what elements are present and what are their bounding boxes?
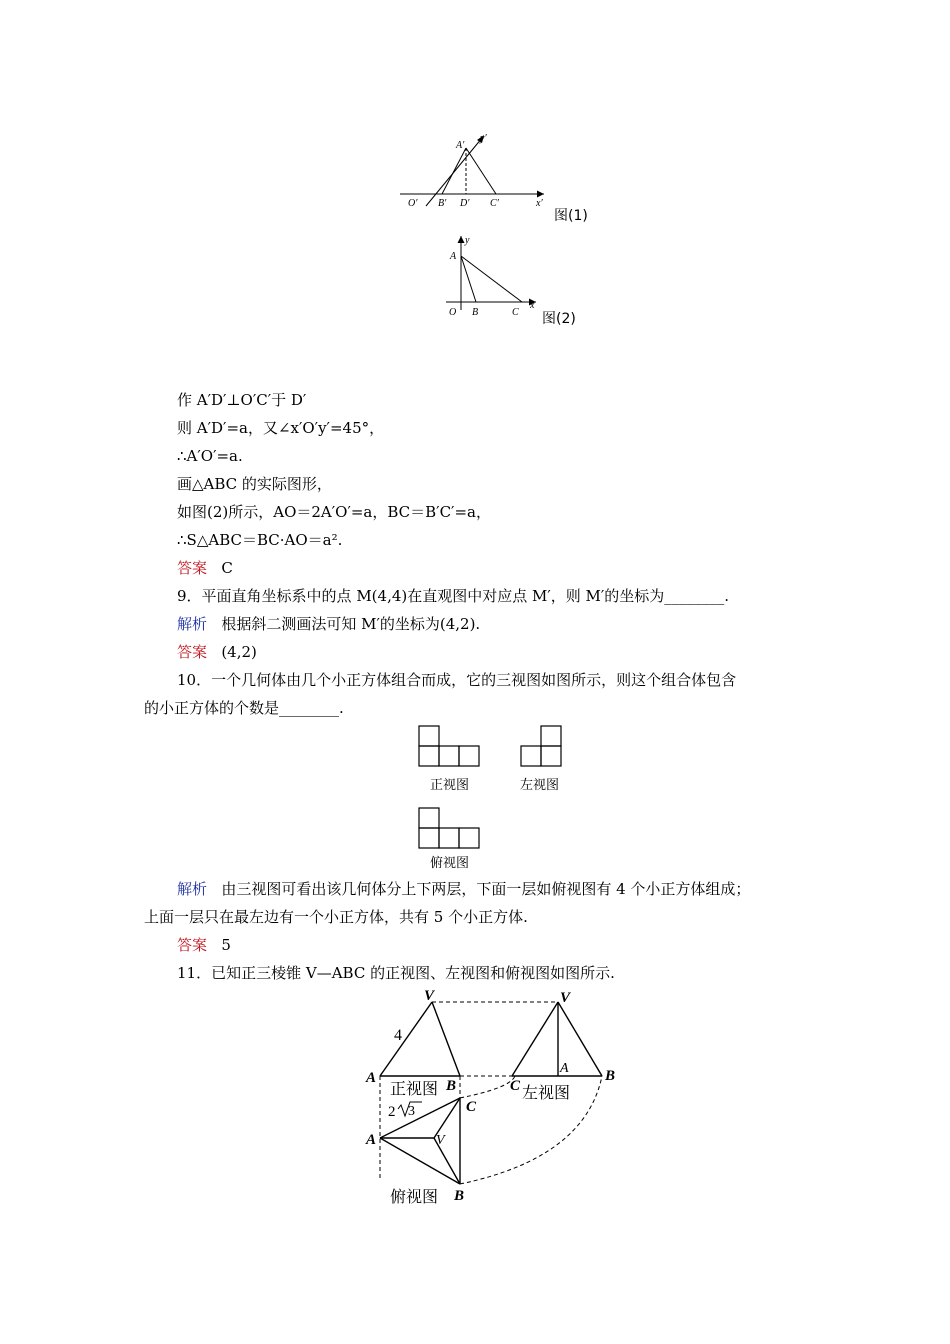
figure-2-actual-diagram bbox=[444, 232, 544, 322]
q11-left-B: B bbox=[605, 1068, 616, 1084]
question-10-line-2: 的小正方体的个数是________. bbox=[144, 699, 344, 717]
q11-front-B: B bbox=[446, 1078, 457, 1094]
figure-1-oblique-diagram bbox=[398, 128, 558, 213]
question-10-line-1: 10．一个几何体由几个小正方体组合而成，它的三视图如图所示，则这个组合体包含 bbox=[177, 671, 737, 689]
fig2-label-A: A bbox=[450, 251, 457, 262]
analysis-10-row-1 bbox=[177, 879, 750, 899]
fig2-label-O: O bbox=[449, 307, 457, 318]
q11-edge-root: 3 bbox=[408, 1104, 415, 1119]
question-9: 9．平面直角坐标系中的点 M(4,4)在直观图中对应点 M′，则 M′的坐标为________. bbox=[177, 587, 730, 605]
analysis-10-row-2: 上面一层只在最左边有一个小正方体，共有 5 个小正方体. bbox=[144, 908, 528, 926]
q11-top-caption: 俯视图 bbox=[390, 1189, 439, 1206]
left-view-diagram bbox=[520, 724, 566, 770]
answer-label: 答案 bbox=[177, 643, 208, 661]
fig2-label-x: x bbox=[530, 300, 535, 311]
fig2-label-y: y bbox=[465, 235, 470, 246]
q11-edge-2: 2 bbox=[388, 1104, 396, 1120]
front-view-caption: 正视图 bbox=[430, 778, 470, 793]
answer-label: 答案 bbox=[177, 936, 208, 954]
answer-value: C bbox=[221, 559, 233, 577]
fig1-label-D: D′ bbox=[460, 198, 470, 209]
front-view-diagram bbox=[418, 724, 484, 770]
answer-label: 答案 bbox=[177, 559, 208, 577]
answer-8-row bbox=[177, 558, 233, 578]
solution-line-5: 如图(2)所示，AO＝2A′O′=a，BC＝B′C′=a， bbox=[177, 503, 491, 521]
answer-9-row bbox=[177, 642, 257, 662]
top-view-caption: 俯视图 bbox=[430, 856, 470, 871]
solution-line-3: ∴A′O′=a. bbox=[177, 447, 243, 465]
fig1-label-y: y′ bbox=[480, 133, 487, 144]
q11-top-V: V bbox=[436, 1133, 445, 1148]
question-11: 11．已知正三棱锥 V—ABC 的正视图、左视图和俯视图如图所示. bbox=[177, 964, 615, 982]
q11-left-caption: 左视图 bbox=[522, 1085, 571, 1102]
fig2-label-B: B bbox=[472, 307, 479, 318]
q11-front-V: V bbox=[424, 988, 435, 1004]
figure-2-caption: 图(2) bbox=[542, 311, 576, 327]
figure-1-caption: 图(1) bbox=[554, 208, 588, 224]
q11-left-V: V bbox=[560, 990, 571, 1006]
q11-top-C: C bbox=[466, 1099, 477, 1115]
solution-line-1: 作 A′D′⊥O′C′于 D′ bbox=[177, 391, 307, 409]
analysis-text-1: 由三视图可看出该几何体分上下两层，下面一层如俯视图有 4 个小正方体组成； bbox=[221, 880, 751, 898]
fig1-label-A: A′ bbox=[456, 140, 465, 151]
solution-line-4: 画△ABC 的实际图形， bbox=[177, 475, 332, 493]
top-view-diagram bbox=[418, 806, 484, 852]
fig1-label-B: B′ bbox=[438, 198, 447, 209]
q11-left-C: C bbox=[510, 1078, 521, 1094]
q11-top-A: A bbox=[366, 1132, 377, 1148]
solution-line-2: 则 A′D′=a，又∠x′O′y′=45°， bbox=[177, 419, 385, 437]
fig1-label-x: x′ bbox=[536, 198, 543, 209]
answer-value: 5 bbox=[221, 936, 231, 954]
fig1-label-O: O′ bbox=[408, 198, 418, 209]
answer-10-row bbox=[177, 935, 231, 955]
fig2-label-C: C bbox=[512, 307, 519, 318]
q11-front-A: A bbox=[366, 1070, 377, 1086]
q11-left-A: A bbox=[560, 1061, 569, 1076]
pyramid-three-views-diagram bbox=[360, 988, 630, 1213]
analysis-9-row bbox=[177, 614, 480, 634]
answer-value: (4,2) bbox=[221, 643, 257, 661]
fig1-label-C: C′ bbox=[490, 198, 499, 209]
q11-front-caption: 正视图 bbox=[390, 1081, 439, 1098]
q11-top-B: B bbox=[454, 1188, 465, 1204]
analysis-text: 根据斜二测画法可知 M′的坐标为(4,2). bbox=[221, 615, 481, 633]
left-view-caption: 左视图 bbox=[520, 778, 560, 793]
q11-edge-4: 4 bbox=[394, 1027, 402, 1044]
analysis-label: 解析 bbox=[177, 615, 208, 633]
solution-line-6: ∴S△ABC＝BC·AO＝a². bbox=[177, 531, 343, 549]
analysis-label: 解析 bbox=[177, 880, 208, 898]
